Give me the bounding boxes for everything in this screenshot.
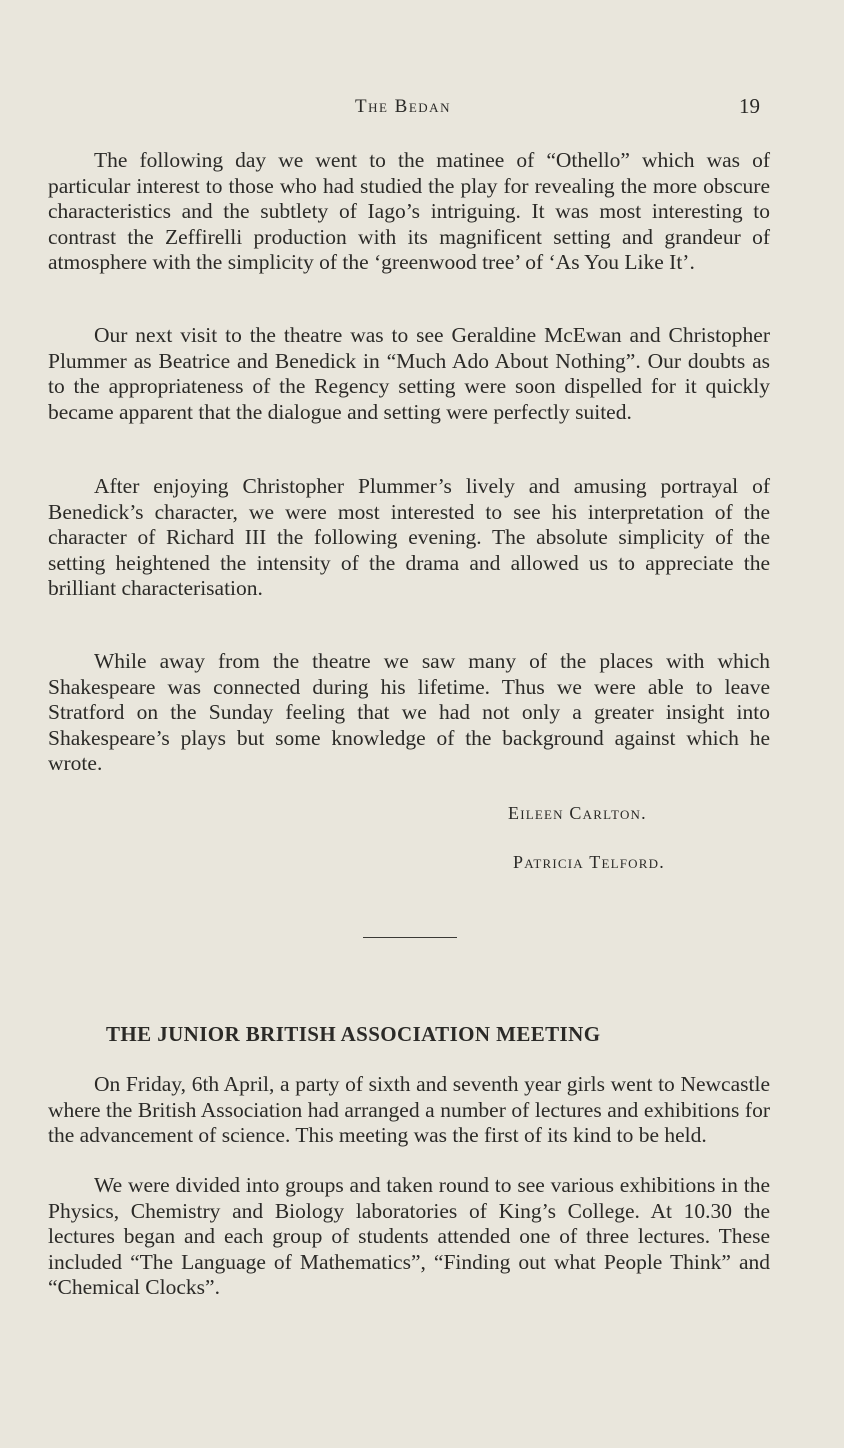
paragraph-text: The following day we went to the matinee of “Othello” which was of particular interest to those who had studied the play for revealing the more obscure characteristics and the subtlety of Iago’s intriguing. It was most interesting to contrast the Zeffirelli production with its magnificent setting and grandeur of atmosphere with the simplicity of the ‘greenwood tree’ of ‘As You Like It’. bbox=[48, 148, 770, 275]
signature-eileen-carlton: Eileen Carlton. bbox=[508, 803, 647, 823]
paragraph-text: On Friday, 6th April, a party of sixth and seventh year girls went to Newcastle where the British Association had arranged a number of lectures and exhibitions for the advancement of science. This meeting was the first of its kind to be held. bbox=[48, 1072, 770, 1148]
paragraph-text: Our next visit to the theatre was to see Geraldine McEwan and Christopher Plummer as Beatrice and Benedick in “Much Ado About Nothing”. Our doubts as to the appropriateness of the Regency setting were soon dispelled for it quickly became apparent that the dialogue and setting were perfectly suited. bbox=[48, 323, 770, 424]
paragraph-stratford bbox=[48, 649, 770, 777]
running-title: The Bedan bbox=[355, 96, 451, 117]
article-heading: THE JUNIOR BRITISH ASSOCIATION MEETING bbox=[106, 1022, 601, 1046]
signature-patricia-telford: Patricia Telford. bbox=[513, 852, 665, 872]
page-number: 19 bbox=[739, 94, 760, 118]
paragraph-text: While away from the theatre we saw many of the places with which Shakespeare was connected during his lifetime. Thus we were able to leave Stratford on the Sunday feeling that we had not only a greater insight into Shakespeare’s plays but some knowledge of the background against which he wrote. bbox=[48, 649, 770, 776]
paragraph-richard-iii bbox=[48, 474, 770, 602]
paragraph-text: We were divided into groups and taken round to see various exhibitions in the Physics, Chemistry and Biology laboratories of King’s College. At 10.30 the lectures began and each group of students attended one of three lectures. These included “The Language of Mathematics”, “Finding out what People Think” and “Chemical Clocks”. bbox=[48, 1173, 770, 1300]
section-divider bbox=[363, 937, 457, 938]
paragraph-text: After enjoying Christopher Plummer’s lively and amusing portrayal of Benedick’s character, we were most interested to see his interpretation of the character of Richard III the following evening. The absolute simplicity of the setting heightened the intensity of the drama and allowed us to appreciate the brilliant characterisation. bbox=[48, 474, 770, 601]
paragraph-much-ado bbox=[48, 323, 770, 425]
paragraph-othello bbox=[48, 148, 770, 276]
paragraph-british-association bbox=[48, 1072, 770, 1149]
paragraph-kings-college bbox=[48, 1173, 770, 1301]
